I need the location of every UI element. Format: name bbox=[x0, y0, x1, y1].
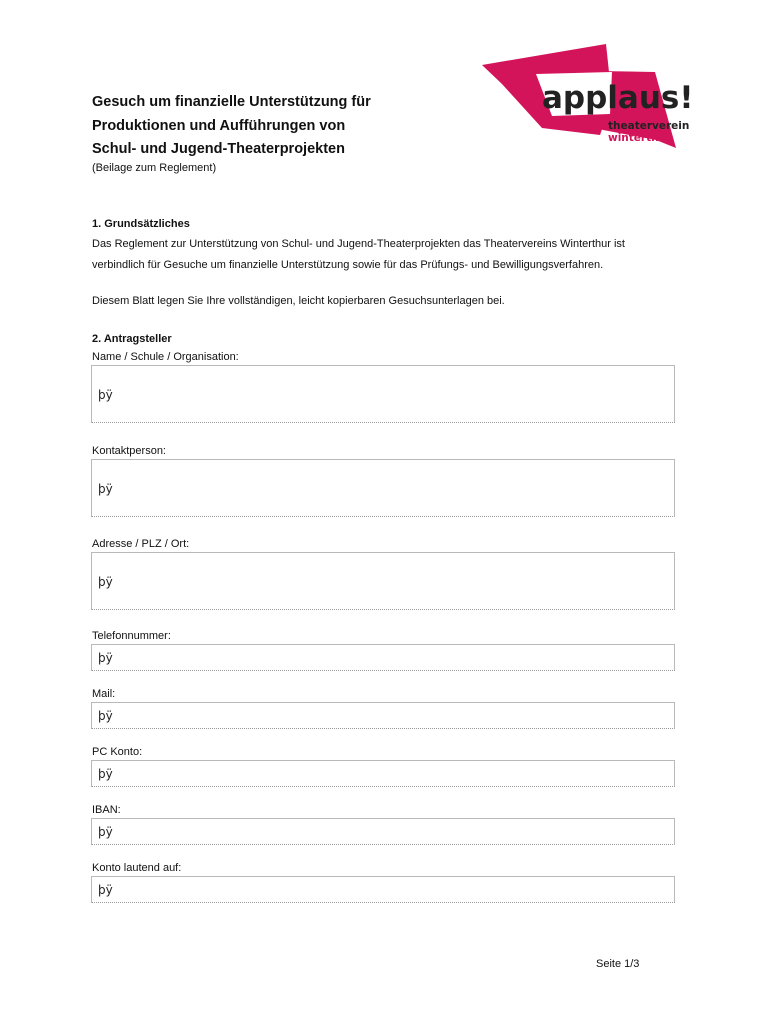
contact-field[interactable]: þÿ bbox=[91, 459, 675, 517]
applaus-logo-icon bbox=[480, 40, 694, 160]
label-mail: Mail: bbox=[92, 688, 116, 700]
section1-para2: Diesem Blatt legen Sie Ihre vollständigen, leicht kopierbaren Gesuchsunterlagen bei. bbox=[92, 295, 505, 307]
address-field[interactable]: þÿ bbox=[91, 552, 675, 610]
label-name: Name / Schule / Organisation: bbox=[92, 351, 239, 363]
logo-word: applaus! bbox=[542, 80, 694, 116]
title-line-1: Gesuch um finanzielle Unterstützung für bbox=[92, 94, 371, 110]
subtitle: (Beilage zum Reglement) bbox=[92, 162, 217, 174]
mail-field[interactable]: þÿ bbox=[91, 702, 675, 729]
section1-heading: 1. Grundsätzliches bbox=[92, 218, 190, 230]
title-line-3: Schul- und Jugend-Theaterprojekten bbox=[92, 141, 345, 157]
label-contact: Kontaktperson: bbox=[92, 445, 166, 457]
pc-konto-field[interactable]: þÿ bbox=[91, 760, 675, 787]
page-number: Seite 1/3 bbox=[596, 958, 640, 970]
label-phone: Telefonnummer: bbox=[92, 630, 171, 642]
title-line-2: Produktionen und Aufführungen von bbox=[92, 118, 346, 134]
logo bbox=[480, 40, 694, 160]
account-holder-field[interactable]: þÿ bbox=[91, 876, 675, 903]
section1-para1-line1: Das Reglement zur Unterstützung von Schul- und Jugend-Theaterprojekten das Theatervereins Winterthur ist bbox=[92, 238, 625, 250]
logo-line1: theaterverein bbox=[608, 120, 690, 132]
phone-field[interactable]: þÿ bbox=[91, 644, 675, 671]
section2-heading: 2. Antragsteller bbox=[92, 333, 172, 345]
label-iban: IBAN: bbox=[92, 804, 121, 816]
label-account-holder: Konto lautend auf: bbox=[92, 862, 182, 874]
name-field[interactable]: þÿ bbox=[91, 365, 675, 423]
logo-line2: winterthur bbox=[608, 132, 672, 144]
label-address: Adresse / PLZ / Ort: bbox=[92, 538, 190, 550]
label-pc-konto: PC Konto: bbox=[92, 746, 143, 758]
iban-field[interactable]: þÿ bbox=[91, 818, 675, 845]
section1-para1-line2: verbindlich für Gesuche um finanzielle Unterstützung sowie für das Prüfungs- und Bewilligungsverfahren. bbox=[92, 259, 604, 271]
